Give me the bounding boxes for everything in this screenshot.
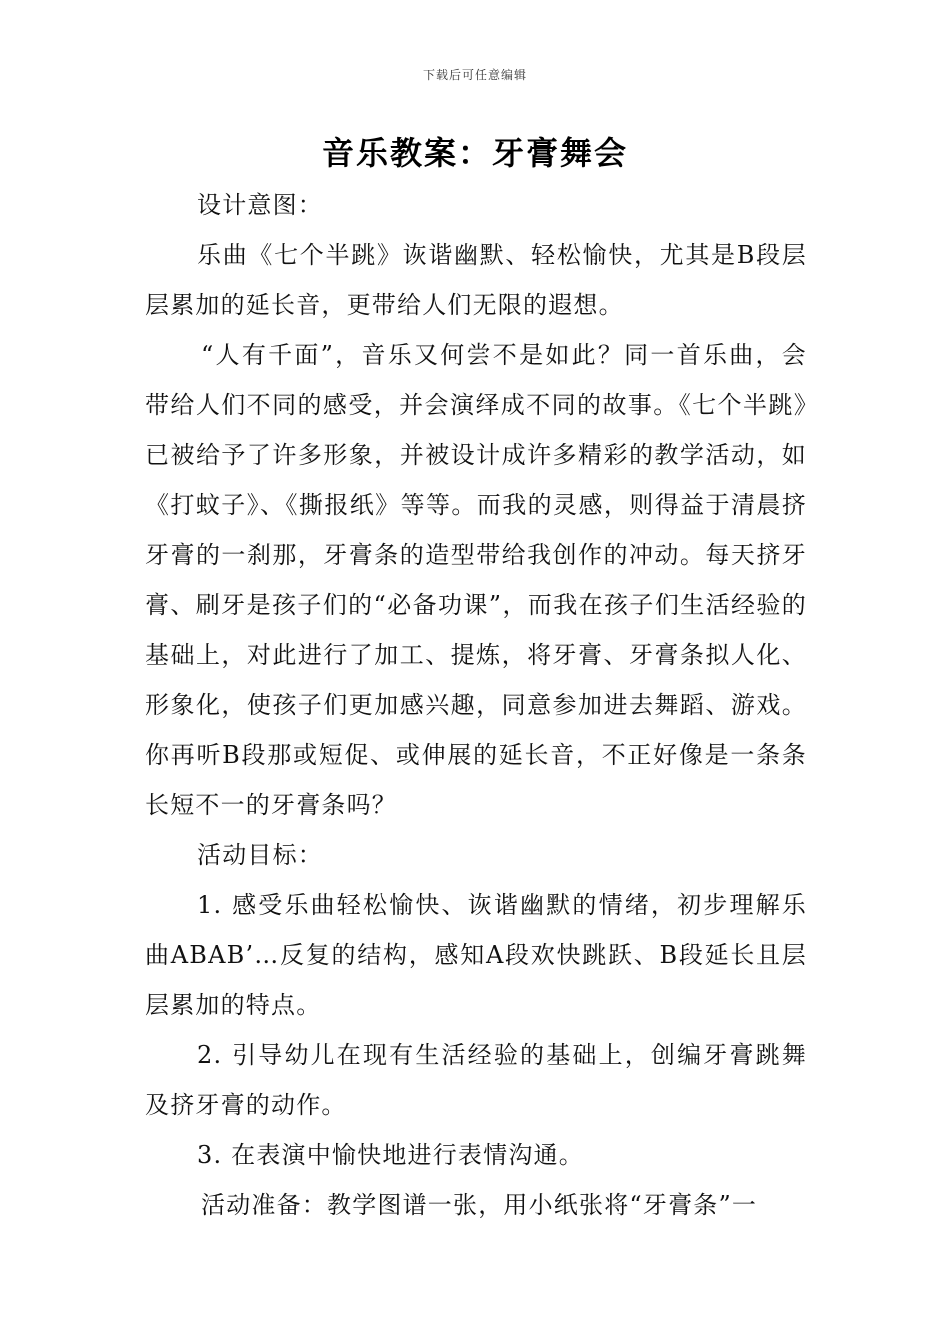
goal-item-1: 1. 感受乐曲轻松愉快、诙谐幽默的情绪，初步理解乐曲ABAB’…反复的结构，感知A段欢快跳跃、B段延长且层层累加的特点。 xyxy=(145,891,807,1019)
header-note: 下载后可任意编辑 xyxy=(422,68,527,82)
design-heading: 设计意图： xyxy=(197,191,323,219)
design-paragraph-2: “人有千面”，音乐又何尝不是如此？同一首乐曲，会带给人们不同的感受，并会演绎成不同的故事。《七个半跳》已被给予了许多形象，并被设计成许多精彩的教学活动，如《打蚊子》、《撕报纸》等等。而我的灵感，则得益于清晨挤牙膏的一刹那，牙膏条的造型带给我创作的冲动。每天挤牙膏、刷牙是孩子们的“必备功课”，而我在孩子们生活经验的基础上，对此进行了加工、提炼，将牙膏、牙膏条拟人化、形象化，使孩子们更加感兴趣，同意参加进去舞蹈、游戏。你再听B段那或短促、或伸展的延长音，不正好像是一条条长短不一的牙膏条吗？ xyxy=(145,341,807,819)
goal-item-2: 2. 引导幼儿在现有生活经验的基础上，创编牙膏跳舞及挤牙膏的动作。 xyxy=(145,1041,807,1119)
goals-heading: 活动目标： xyxy=(197,841,323,869)
design-paragraph-1: 乐曲《七个半跳》诙谐幽默、轻松愉快，尤其是B段层层累加的延长音，更带给人们无限的遐想。 xyxy=(145,241,807,319)
document-body xyxy=(145,180,807,1230)
page-title: 音乐教案：牙膏舞会 xyxy=(321,134,628,172)
preparation-paragraph: 活动准备：教学图谱一张，用小纸张将“牙膏条”一 xyxy=(201,1191,758,1219)
goal-item-3: 3. 在表演中愉快地进行表情沟通。 xyxy=(197,1141,584,1169)
